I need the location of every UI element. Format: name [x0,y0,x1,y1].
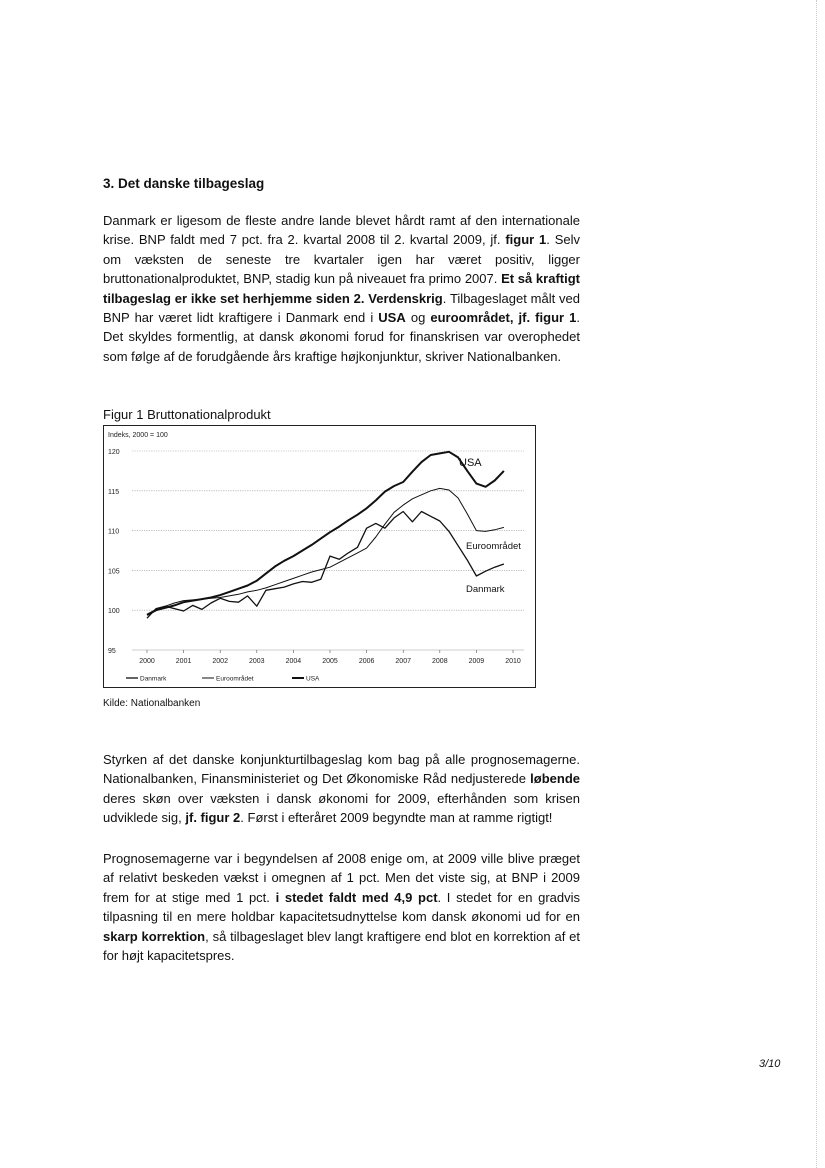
series-line-danmark [147,512,504,619]
figure-caption: Figur 1 Bruttonationalprodukt [103,407,271,422]
paragraph-1 [103,211,580,366]
p2-text-1: Styrken af det danske konjunkturtilbageslag kom bag på alle prognosemagerne. Nationalbanken, Finansministeriet og Det Økonomiske Råd nedjusterede [103,752,580,787]
x-tick-label: 2004 [285,658,302,665]
x-tick-label: 2000 [139,658,155,665]
series-label: USA [459,457,482,469]
x-tick-label: 2008 [432,658,448,665]
y-tick-label: 110 [108,528,120,536]
p1-bold-3: USA [378,310,406,326]
y-tick-label: 100 [108,608,120,616]
p1-bold-1: figur 1 [505,232,547,248]
y-axis-label: Indeks, 2000 = 100 [108,432,168,439]
p3-bold-1: i stedet faldt med 4,9 pct [275,889,438,905]
p2-text-3: . Først i efteråret 2009 begyndte man at ramme rigtigt! [240,810,553,826]
x-tick-label: 2003 [249,658,265,665]
x-tick-label: 2002 [212,658,228,665]
legend-label: Euroområdet [216,675,254,683]
series-label: Euroområdet [466,541,521,552]
p1-text-4: og [405,310,431,326]
p3-bold-2: skarp korrektion [103,928,206,944]
p3-text-1: Prognosemagerne var i begyndelsen af 2008 enige om, at 2009 ville blive præget af relativt beskeden vækst i omegnen af 1 pct. Men det viste sig, at BNP i 2009 frem for at stige med 1 pct. [103,851,580,905]
y-tick-label: 120 [108,449,120,456]
figure-source: Kilde: Nationalbanken [103,698,201,709]
scan-edge-right [816,0,817,1168]
p1-bold-4: euroområdet, jf. figur 1 [430,310,577,326]
legend-label: USA [306,675,320,683]
page-number: 3/10 [759,1058,781,1070]
p3-text-3: , så tilbageslaget blev langt kraftigere end blot en korrektion af et for højt kapacitetspres. [103,928,581,964]
x-tick-label: 2010 [505,658,521,665]
gdp-chart [103,425,536,688]
x-tick-label: 2005 [322,658,338,665]
x-tick-label: 2006 [358,658,375,665]
y-tick-label: 115 [108,488,120,496]
series-line-euroomrdet [147,488,504,614]
series-label: Danmark [466,584,505,595]
p1-text-2: . Selv om væksten de seneste tre kvartaler igen har været positiv, ligger bruttonationalproduktet, BNP, stadig kun på niveauet fra primo 2007. [103,232,580,287]
x-tick-label: 2007 [395,658,411,665]
x-tick-label: 2001 [175,658,192,665]
p1-bold-2: Et så kraftigt tilbageslag er ikke set herhjemme siden 2. Verdenskrig [103,271,580,306]
p1-text-1: Danmark er ligesom de fleste andre lande blevet hårdt ramt af den internationale krise. BNP faldt med 7 pct. fra 2. kvartal 2008 til 2. kvartal 2009, jf. [103,213,580,248]
p1-text-5: . Det skyldes formentlig, at dansk økonomi forud for finanskrisen var overophedet som følge af de forudgående års kraftige højkonjunktur, skriver Nationalbanken. [103,310,581,364]
legend-label: Danmark [140,675,167,683]
section-heading: 3. Det danske tilbageslag [103,176,265,191]
paragraph-2 [103,750,580,828]
x-tick-label: 2009 [468,658,485,665]
y-tick-label: 105 [108,568,120,576]
p1-text-3: . Tilbageslaget målt ved BNP har været lidt kraftigere i Danmark end i [103,290,581,326]
p2-text-2: deres skøn over væksten i dansk økonomi for 2009, efterhånden som krisen udviklede sig, [103,790,580,826]
p3-text-2: . I stedet for en gradvis tilpasning til en mere holdbar kapacitetsudnyttelse kom dansk økonomi ud for en [103,889,581,925]
p2-bold-1: løbende [530,771,580,787]
y-tick-label: 95 [108,648,116,655]
paragraph-3 [103,849,580,965]
p2-bold-2: jf. figur 2 [185,810,241,826]
gdp-chart-svg [104,426,537,689]
